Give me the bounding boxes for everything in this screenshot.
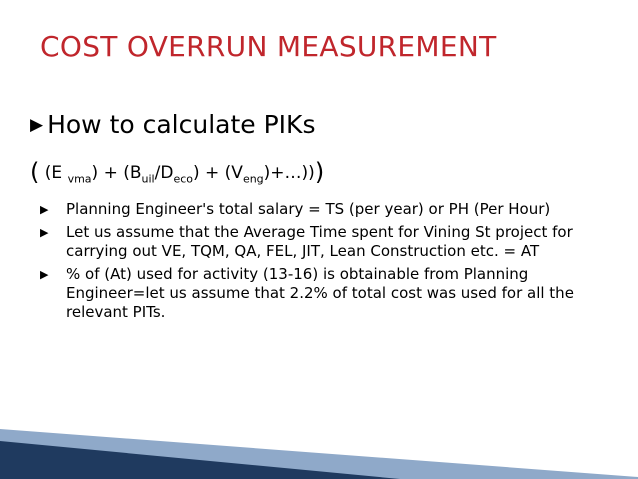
formula-part-5: )+…)) <box>263 163 315 183</box>
bullet-list <box>40 200 600 326</box>
bullet-arrow-icon: ▶ <box>40 226 49 239</box>
slide-title: COST OVERRUN MEASUREMENT <box>40 30 497 63</box>
formula-sub-3: eco <box>173 172 193 186</box>
heading-text: How to calculate PIKs <box>47 110 316 139</box>
list-item <box>40 265 600 322</box>
bullet-arrow-icon: ▶ <box>40 203 49 216</box>
formula-part-1: (E <box>39 163 68 183</box>
list-item <box>40 223 600 261</box>
formula-sub-2: uil <box>141 172 155 186</box>
formula-open-paren: ( <box>30 158 40 186</box>
formula-sub-4: eng <box>242 172 264 186</box>
formula-part-4: ) + (V <box>192 163 243 183</box>
bullet-arrow-icon: ▶ <box>40 268 49 281</box>
corner-decoration <box>0 389 638 479</box>
list-item-text: % of (At) used for activity (13-16) is obtainable from Planning Engineer=let us assume that 2.2% of total cost was used for all the relevant PITs. <box>66 265 574 321</box>
formula-part-3: /D <box>154 163 174 183</box>
formula <box>30 156 324 185</box>
list-item <box>40 200 600 219</box>
bullet-arrow-icon: ▶ <box>30 115 44 135</box>
list-item-text: Planning Engineer's total salary = TS (per year) or PH (Per Hour) <box>66 200 551 218</box>
formula-close-paren: ) <box>314 158 325 186</box>
formula-sub-1: vma <box>67 172 92 186</box>
formula-part-2: ) + (B <box>91 163 142 183</box>
list-item-text: Let us assume that the Average Time spent for Vining St project for carrying out VE, TQM, QA, FEL, JIT, Lean Construction etc. = AT <box>66 223 573 260</box>
heading <box>30 110 315 139</box>
